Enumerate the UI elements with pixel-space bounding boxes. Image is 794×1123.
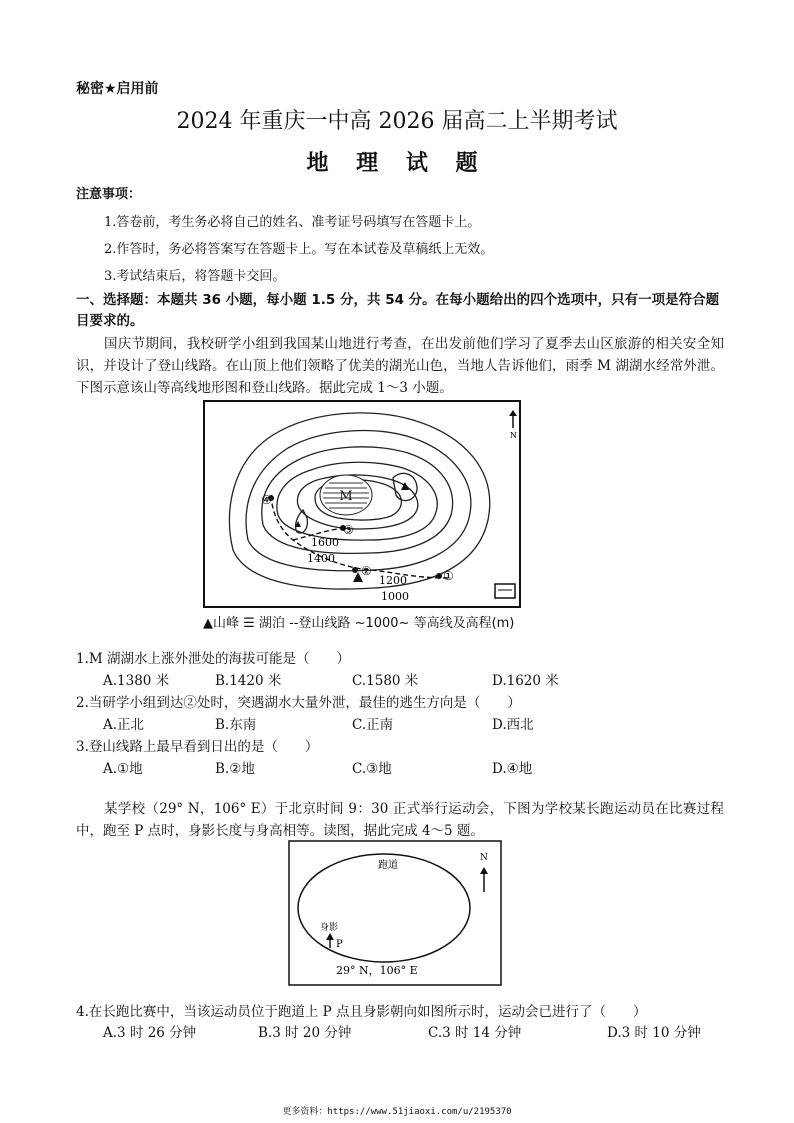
section-heading: 一、选择题：本题共 36 小题，每小题 1.5 分，共 54 分。在每小题给出的四个选项中，只有一项是符合题目要求的。 [76,292,720,329]
north-label: N [510,431,517,440]
footer-link[interactable]: 更多资料：https://www.51jiaoxi.com/u/2195370 [282,1107,512,1117]
option-c: C.1580 米 [352,673,419,689]
question-4: 4.在长跑比赛中，当该运动员位于跑道上 P 点且身影朝向如图所示时，运动会已进行了（ ） [76,1004,647,1020]
point-p: P [336,939,343,950]
track-drawing [288,840,502,986]
confidential-mark: 秘密★启用前 [76,81,159,97]
option-d: D.3 时 10 分钟 [607,1025,701,1041]
notice-heading: 注意事项： [76,187,142,202]
option-b: B.②地 [215,761,255,777]
lake-label: M [339,489,353,504]
option-b: B.3 时 20 分钟 [258,1025,352,1041]
point-1: ① [443,569,454,583]
question-intro: 某学校（29° N，106° E）于北京时间 9：30 正式举行运动会，下图为学校某长跑运动员在比赛过程中，跑至 P 点时，身影长度与身高相等。读图，据此完成 4～5 题。 [76,801,724,839]
option-a: A.①地 [103,761,143,777]
notice-item: 1.答卷前，考生务必将自己的姓名、准考证号码填写在答题卡上。 [104,215,481,230]
point-4: ④ [261,493,272,507]
exam-title: 2024 年重庆一中高 2026 届高二上半期考试 [176,109,618,134]
question-3: 3.登山线路上最早看到日出的是（ ） [76,739,319,755]
notice-item: 2.作答时，务必将答案写在答题卡上。写在本试卷及草稿纸上无效。 [104,242,494,257]
contour-map-drawing [203,400,521,608]
track-label: 跑道 [378,860,398,871]
notice-item: 3.考试结束后，将答题卡交回。 [104,269,286,284]
option-b: B.1420 米 [215,673,282,689]
question-2: 2.当研学小组到达②处时，突遇湖水大量外泄，最佳的逃生方向是（ ） [76,695,521,711]
map-legend: ▲山峰 ☰ 湖泊 --登山线路 ~1000~ 等高线及高程(m) [203,616,515,631]
option-b: B.东南 [215,717,257,733]
point-3: ③ [343,523,354,537]
option-a: A.1380 米 [103,673,170,689]
contour-label: 1600 [311,536,339,549]
north-label: N [480,853,488,863]
question-1: 1.M 湖湖水上涨外泄处的海拔可能是（ ） [76,651,350,667]
option-a: A.正北 [103,717,145,733]
shadow-label: 身影 [320,923,339,933]
contour-label: 1200 [379,574,407,587]
option-d: D.④地 [492,761,533,777]
option-d: D.1620 米 [492,673,559,689]
contour-label: 1000 [381,590,409,603]
question-intro: 国庆节期间，我校研学小组到我国某山地进行考查，在出发前他们学习了夏季去山区旅游的相关安全知识，并设计了登山线路。在山顶上他们领略了优美的湖光山色，当地人告诉他们，雨季 M 湖湖水经常外泄。下图示意该山等高线地形图和登山线路。据此完成 1～3 小题。 [76,336,724,396]
exam-subject: 地 理 试 题 [306,151,488,176]
contour-map [203,400,521,608]
contour-label: 1400 [307,552,335,565]
track-diagram [288,840,502,986]
option-d: D.西北 [492,717,534,733]
point-2: ② [361,564,372,578]
coordinates-label: 29° N，106° E [336,964,418,977]
option-c: C.3 时 14 分钟 [428,1025,522,1041]
option-a: A.3 时 26 分钟 [103,1025,197,1041]
option-c: C.正南 [352,717,394,733]
option-c: C.③地 [352,761,392,777]
